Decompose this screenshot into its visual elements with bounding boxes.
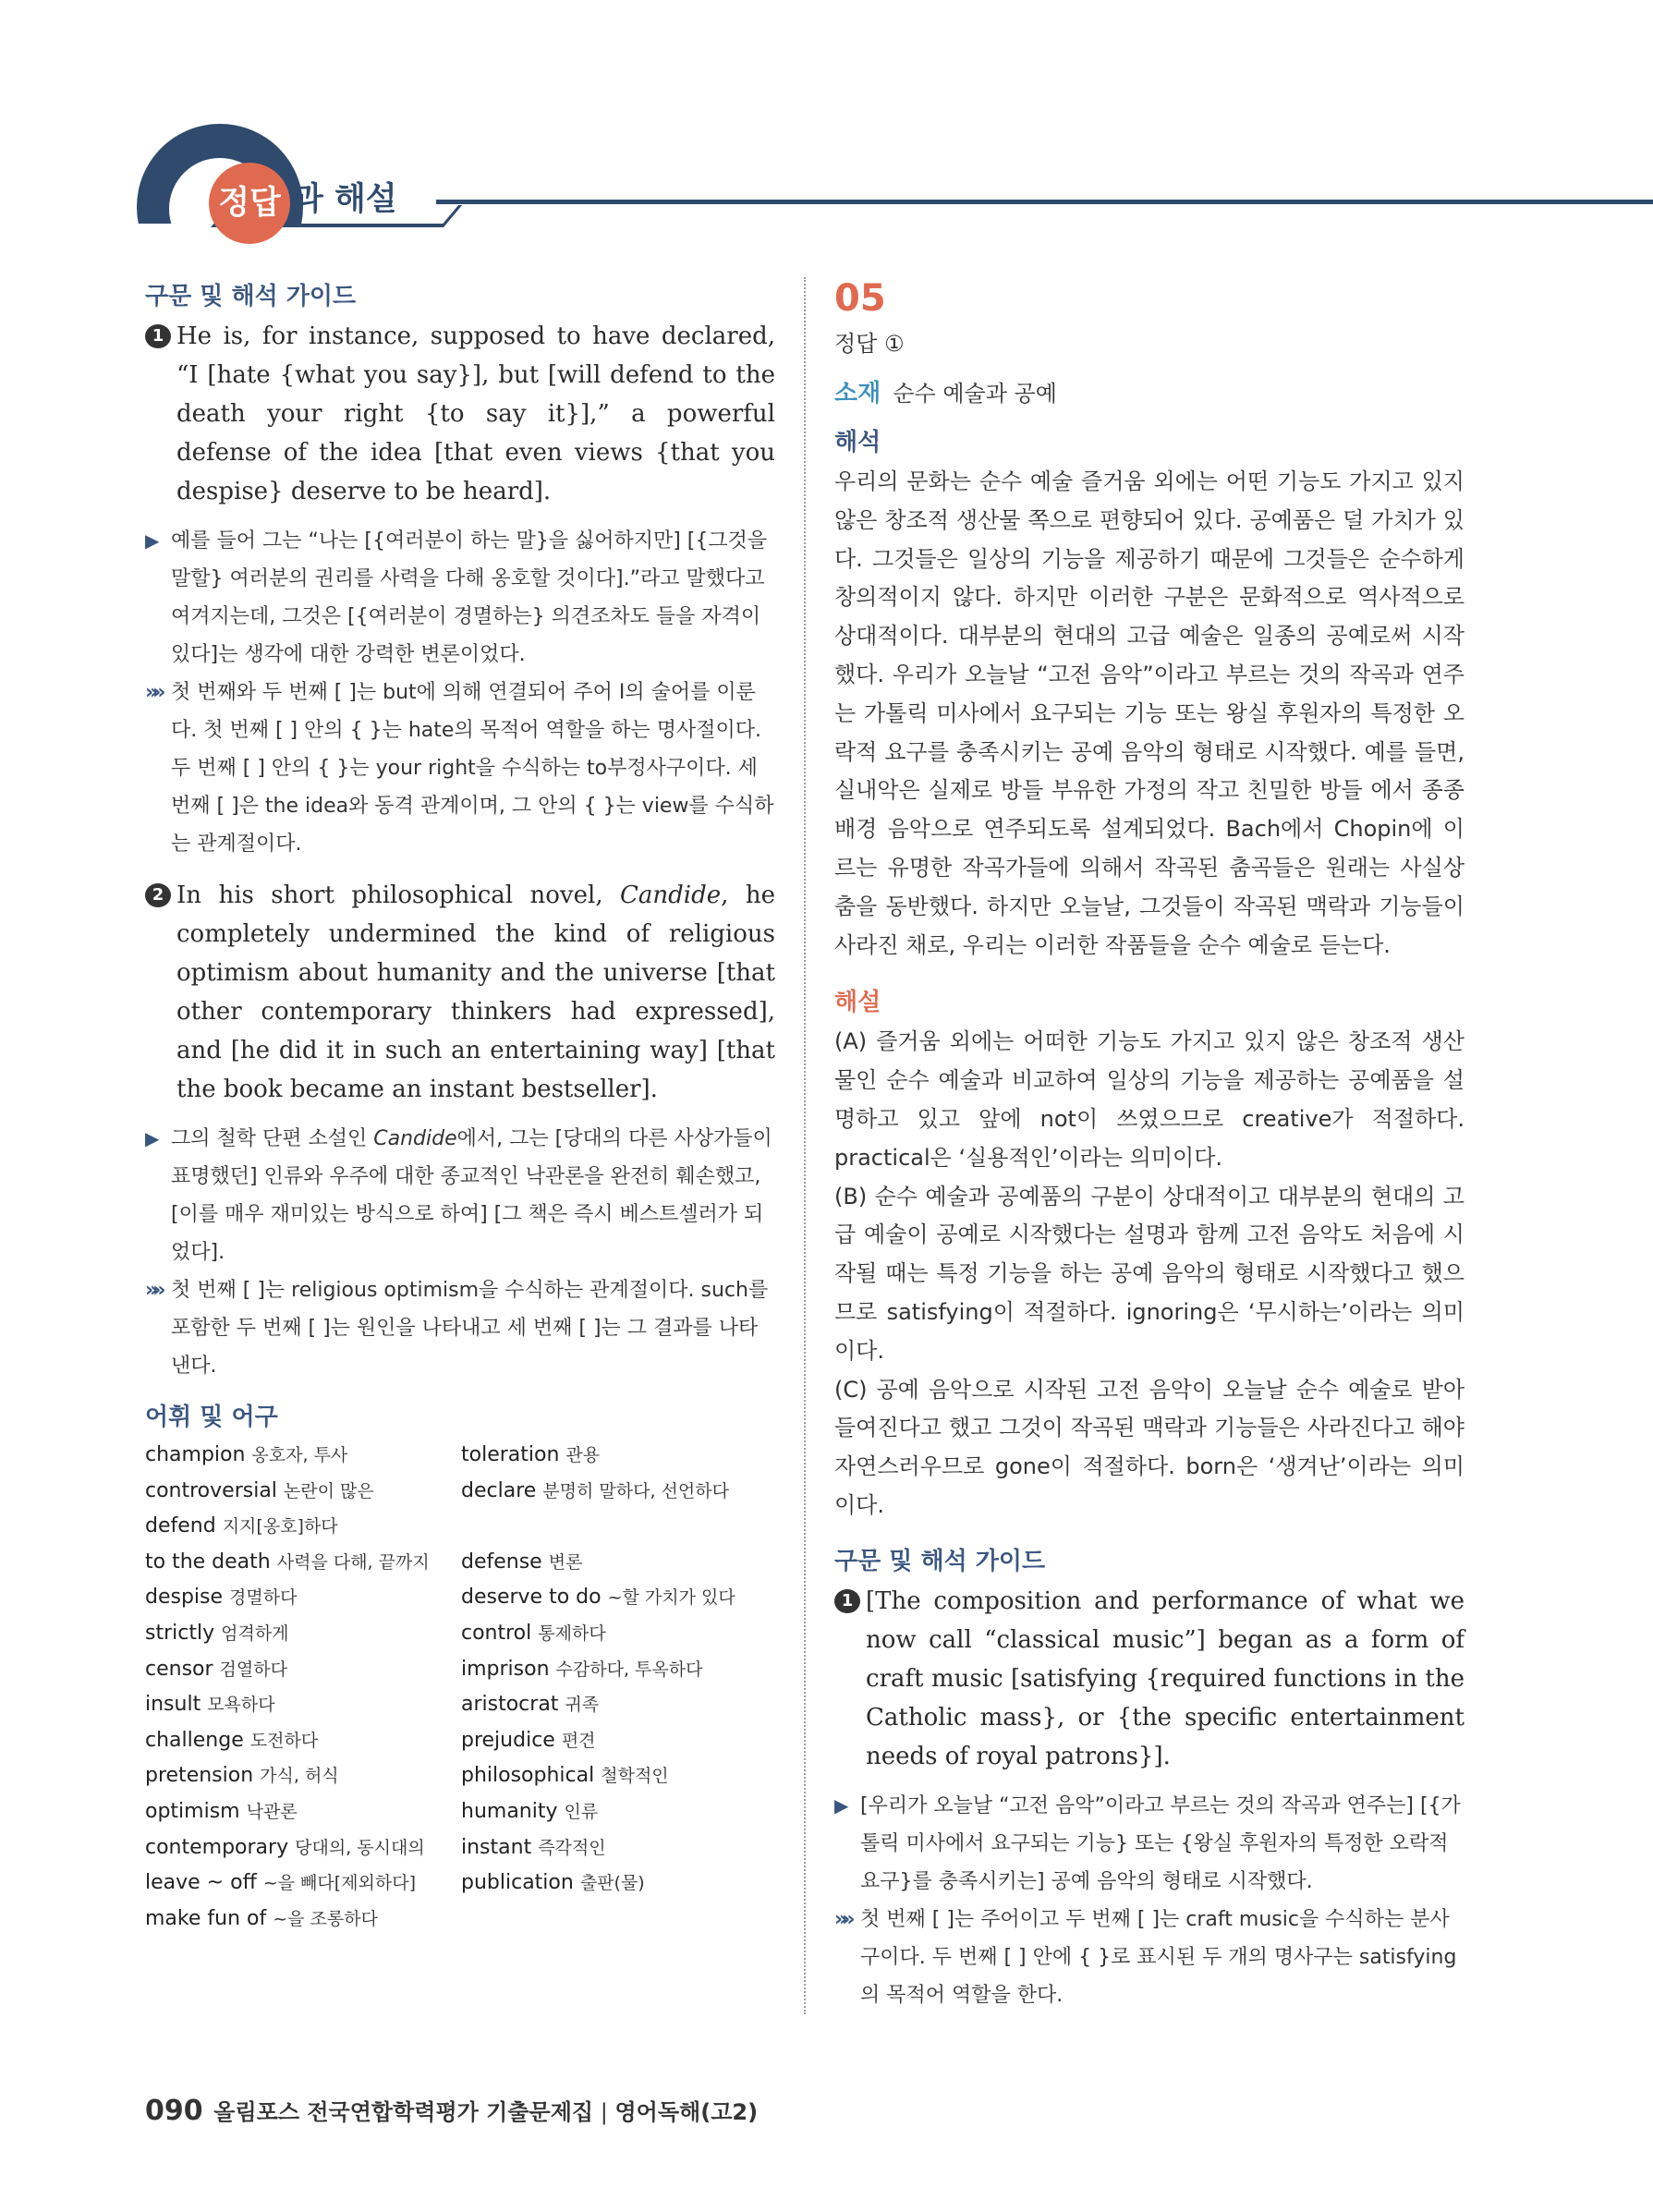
header-rule: [436, 200, 1653, 204]
vocab-word: humanity: [461, 1799, 558, 1823]
vocab-meaning: 귀족: [565, 1695, 600, 1716]
right-column: [834, 277, 1465, 2014]
vocab-meaning: 편견: [561, 1730, 596, 1751]
vocab-entry: [145, 1545, 461, 1581]
topic-label: 소재: [834, 380, 881, 407]
translation-paragraph: 우리의 문화는 순수 예술 즐거움 외에는 어떤 기능도 가지고 있지 않은 창조적 생산물 쪽으로 편향되어 있다. 공예품은 덜 가치가 있다. 그것들은 일상의 기능을 제공하기 때문에 그것들은 순수하게 창의적이지 않다. 하지만 이러한 구분은 문화적으로 역사적으로 상대적이다. 대부분의 현대의 고급 예술은 일종의 공예로써 시작했다. 우리가 오늘날 “고전 음악”이라고 부르는 것의 작곡과 연주는 가톨릭 미사에서 요구되는 기능 또는 왕실 후원자의 특정한 오락적 요구를 충족시키는 공예 음악의 형태로 시작했다. 예를 들면, 실내악은 실제로 방들 부유한 가정의 작고 친밀한 방들 에서 종종 배경 음악으로 연주되도록 설계되었다. Bach에서 Chopin에 이르는 유명한 작곡가들에 의해서 작곡된 춤곡들은 원래는 사실상 춤을 동반했다. 하지만 오늘날, 그것들이 작곡된 맥락과 기능들이 사라진 채로, 우리는 이러한 작품들을 순수 예술로 듣는다.: [834, 468, 1465, 958]
vocab-word: optimism: [145, 1799, 240, 1823]
guide-translation: [834, 1787, 1465, 1901]
vocab-word: pretension: [145, 1764, 254, 1788]
vocab-word: imprison: [461, 1657, 550, 1681]
vocab-meaning: 낙관론: [246, 1801, 298, 1822]
vocab-entry: [145, 1438, 461, 1474]
vocab-word: control: [461, 1621, 532, 1645]
vocab-meaning: 옹호자, 투사: [251, 1445, 348, 1465]
column-divider: [804, 277, 806, 2014]
vocab-meaning: 모욕하다: [207, 1695, 275, 1716]
section-title-translation: 해석: [834, 429, 881, 456]
vocab-meaning: 인류: [564, 1801, 599, 1822]
vocab-word: publication: [461, 1871, 574, 1895]
note-text: 첫 번째 [ ]는 religious optimism을 수식하는 관계절이다. such를 포함한 두 번째 [ ]는 원인을 나타내고 세 번째 [ ]는 그 결과를 나타낸다.: [171, 1279, 769, 1378]
vocab-meaning: 도전하다: [249, 1730, 319, 1751]
vocab-entry: [461, 1687, 775, 1723]
vocab-entry: [461, 1545, 775, 1581]
vocab-entry: [145, 1652, 461, 1688]
guide-note: [145, 1271, 775, 1385]
vocab-entry: [145, 1902, 461, 1938]
vocab-word: controversial: [145, 1478, 277, 1502]
vocab-entry: [461, 1474, 775, 1510]
vocab-meaning: 분명히 말하다, 선언하다: [542, 1480, 729, 1501]
vocab-meaning: 철학적인: [601, 1766, 669, 1787]
vocab-entry: [145, 1474, 461, 1510]
guide-note: [145, 674, 775, 863]
vocab-entry: [145, 1580, 461, 1616]
translation-text: 예를 들어 그는 “나는 [{여러분이 하는 말}을 싫어하지만] [{그것을 말할} 여러분의 권리를 사력을 다해 옹호할 것이다].”라고 말했다고 여겨지는데, 그것은 [{여러분이 경멸하는} 의견조차도 들을 자격이 있다]는 생각에 대한 강력한 변론이었다.: [171, 529, 768, 666]
answer-line: 정답 ①: [834, 331, 905, 357]
vocab-entry: [461, 1723, 775, 1759]
guide-translation: [145, 1120, 775, 1271]
translation-title-italic: Candide: [373, 1127, 457, 1150]
section-title-vocab: 어휘 및 어구: [145, 1404, 278, 1431]
vocab-word: instant: [461, 1835, 532, 1859]
vocab-entry: [145, 1723, 461, 1759]
vocab-entry: [461, 1902, 775, 1938]
vocab-entry: [461, 1438, 775, 1474]
item-number-badge: 2: [145, 883, 171, 907]
section-title-explanation: 해설: [834, 989, 881, 1017]
explanation-c: (C) 공예 음악으로 시작된 고전 음악이 오늘날 순수 예술로 받아들여진다고 했고 그것이 작곡된 맥락과 기능들은 사라진다고 해야 자연스러우므로 gone이 적절하다. born은 ‘생겨난’이라는 의미이다.: [834, 1376, 1465, 1518]
translation-part: 에서, 그는 [당대의 다른 사상가들이 표명했던] 인류와 우주에 대한 종교적인 낙관론을 완전히 훼손했고, [이를 매우 재미있는 방식으로 하여] [그 책은 즉시 베스트셀러가 되었다].: [171, 1127, 772, 1264]
vocab-word: censor: [145, 1657, 213, 1681]
vocab-word: insult: [145, 1693, 201, 1717]
sentence-part: In his short philosophical novel,: [176, 881, 621, 909]
item-number-badge: 1: [834, 1589, 860, 1613]
vocab-word: to the death: [145, 1550, 271, 1574]
guide-sentence: [The composition and performance of what we now call “classical music”] began as a form of craft music [satisfying {required functions in the Catholic mass}, or {the specific entertainment needs of royal patrons}].: [866, 1586, 1465, 1770]
guide-sentence: [176, 876, 775, 1109]
guide-note: [834, 1901, 1465, 2014]
vocab-word: contemporary: [145, 1835, 289, 1859]
vocab-entry: [461, 1616, 775, 1652]
vocab-meaning: 수감하다, 투옥하다: [555, 1659, 703, 1680]
vocab-word: despise: [145, 1586, 224, 1610]
triangle-marker-icon: ▶: [834, 1793, 849, 1817]
book-title: 올림포스 전국연합학력평가 기출문제집: [213, 2099, 594, 2125]
guide-translation: [145, 522, 775, 674]
vocab-entry: [145, 1758, 461, 1794]
vocab-meaning: 출판(물): [579, 1873, 645, 1894]
footer-separator: |: [600, 2099, 608, 2125]
vocab-meaning: 사력을 다해, 끝까지: [276, 1551, 430, 1573]
page-number: 090: [145, 2095, 203, 2127]
vocab-meaning: 당대의, 동시대의: [295, 1837, 425, 1858]
translation-text: [우리가 오늘날 “고전 음악”이라고 부르는 것의 작곡과 연주는] [{가톨릭 미사에서 요구되는 기능} 또는 {왕실 후원자의 특정한 오락적 요구}를 충족시키는] 공예 음악의 형태로 시작했다.: [860, 1793, 1461, 1893]
explanation-a: (A) 즐거움 외에는 어떠한 기능도 가지고 있지 않은 창조적 생산물인 순수 예술과 비교하여 일상의 기능을 제공하는 공예품을 설명하고 있고 앞에 not이 쓰였으므로 creative가 적절하다. practical은 ‘실용적인’이라는 의미이다.: [834, 1028, 1465, 1171]
vocab-word: prejudice: [461, 1728, 555, 1752]
section-title-guide: 구문 및 해석 가이드: [145, 283, 357, 310]
vocab-word: make fun of: [145, 1906, 267, 1930]
vocab-entry: [145, 1687, 461, 1723]
vocab-meaning: 즉각적인: [538, 1837, 606, 1858]
subject-title: 영어독해(고2): [614, 2099, 759, 2125]
left-column: [145, 277, 775, 1937]
vocab-meaning: 변론: [548, 1551, 583, 1573]
triangle-marker-icon: ▶: [145, 529, 160, 552]
vocab-word: leave ~ off: [145, 1871, 257, 1895]
question-number: 05: [834, 277, 886, 320]
vocab-word: defense: [461, 1550, 542, 1574]
explanation-b: (B) 순수 예술과 공예품의 구분이 상대적이고 대부분의 현대의 고급 예술이 공예로 시작했다는 설명과 함께 고전 음악도 처음에 시작될 때는 특정 기능을 하는 공예 음악의 형태로 시작했다고 했으므로 satisfying이 적절하다. ignoring은 ‘무시하는’이라는 의미이다.: [834, 1183, 1465, 1364]
header-badge: 정답: [209, 163, 290, 244]
page-footer: [145, 2094, 758, 2127]
vocab-meaning: 경멸하다: [229, 1587, 298, 1609]
vocab-entry: [145, 1866, 461, 1902]
vocab-meaning: 검열하다: [219, 1659, 287, 1680]
guide-item-1-right: [834, 1582, 1465, 1776]
double-arrow-icon: »»: [145, 681, 161, 704]
vocab-word: toleration: [461, 1443, 560, 1466]
vocab-word: strictly: [145, 1621, 215, 1645]
vocab-meaning: 지지[옹호]하다: [222, 1516, 338, 1537]
vocab-meaning: 가식, 허식: [260, 1766, 339, 1787]
double-arrow-icon: »»: [145, 1279, 161, 1302]
triangle-marker-icon: ▶: [145, 1127, 160, 1149]
vocab-entry: [461, 1652, 775, 1688]
sentence-title-italic: Candide: [620, 881, 722, 909]
section-title-guide-right: 구문 및 해석 가이드: [834, 1547, 1046, 1575]
vocab-meaning: ~을 빼다[제외하다]: [262, 1873, 416, 1894]
vocab-word: challenge: [145, 1728, 244, 1752]
double-arrow-icon: »»: [834, 1907, 850, 1931]
vocab-word: defend: [145, 1514, 216, 1538]
vocab-entry: [461, 1509, 775, 1545]
vocab-entry: [461, 1580, 775, 1616]
sentence-part: , he completely undermined the kind of religious optimism about humanity and the universe [that other contemporary thinkers had expressed], and [he did it in such an entertaining way] [that the book became an instant bestseller].: [176, 881, 775, 1103]
vocab-meaning: ~을 조롱하다: [273, 1908, 378, 1929]
vocab-word: aristocrat: [461, 1693, 559, 1717]
vocab-meaning: 엄격하게: [221, 1623, 289, 1644]
guide-sentence: He is, for instance, supposed to have declared, “I [hate {what you say}], but [will defend to the death your right {to say it}],” a powerful defense of the idea [that even views {that you despise} deserve to be heard].: [176, 322, 775, 505]
vocab-meaning: 관용: [565, 1445, 601, 1465]
vocab-word: champion: [145, 1443, 246, 1466]
vocab-entry: [461, 1794, 775, 1830]
vocab-meaning: 통제하다: [538, 1623, 606, 1644]
vocab-entry: [145, 1616, 461, 1652]
header-title: 과 해설: [292, 181, 397, 218]
vocab-entry: [461, 1830, 775, 1866]
guide-item-2: [145, 876, 775, 1109]
item-number-badge: 1: [145, 324, 171, 348]
note-text: 첫 번째와 두 번째 [ ]는 but에 의해 연결되어 주어 I의 술어를 이룬다. 첫 번째 [ ] 안의 { }는 hate의 목적어 역할을 하는 명사절이다. 두 번째 [ ] 안의 { }는 your right을 수식하는 to부정사구이다. 세 번째 [ ]은 the idea와 동격 관계이며, 그 안의 { }는 view를 수식하는 관계절이다.: [171, 681, 774, 856]
vocab-meaning: 논란이 많은: [283, 1480, 374, 1501]
vocab-entry: [145, 1509, 461, 1545]
translation-text: [171, 1120, 775, 1271]
vocab-meaning: ~할 가치가 있다: [607, 1587, 735, 1609]
topic-text: 순수 예술과 공예: [893, 381, 1057, 407]
vocab-entry: [461, 1866, 775, 1902]
vocab-entry: [145, 1830, 461, 1866]
note-text: 첫 번째 [ ]는 주어이고 두 번째 [ ]는 craft music을 수식하는 분사구이다. 두 번째 [ ] 안에 { }로 표시된 두 개의 명사구는 satisfying의 목적어 역할을 한다.: [860, 1907, 1457, 2007]
translation-part: 그의 철학 단편 소설인: [171, 1127, 374, 1150]
vocab-word: deserve to do: [461, 1586, 602, 1610]
vocab-word: philosophical: [461, 1764, 595, 1788]
vocab-entry: [461, 1758, 775, 1794]
topic-line: [834, 374, 1465, 408]
guide-item-1: [145, 317, 775, 511]
vocab-word: declare: [461, 1478, 537, 1502]
vocab-entry: [145, 1794, 461, 1830]
vocab-list: [145, 1438, 775, 1937]
